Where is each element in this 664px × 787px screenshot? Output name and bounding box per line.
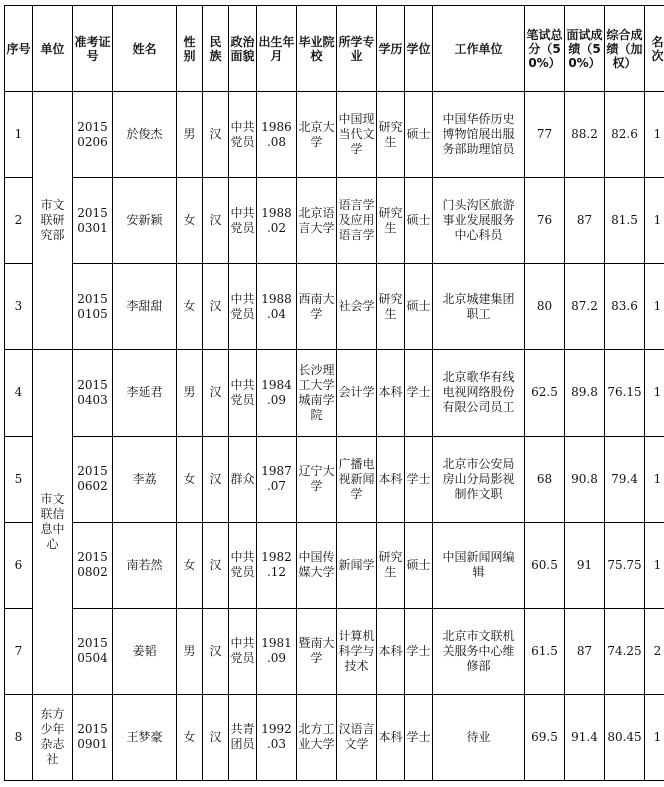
- cell-name: 姜韬: [113, 608, 177, 694]
- cell-education: 本科: [377, 436, 405, 522]
- table-row: [5, 522, 664, 608]
- cell-ethnicity: 汉: [203, 522, 229, 608]
- cell-birth: 1988 .04: [257, 264, 297, 350]
- cell-total: 82.6: [605, 92, 645, 178]
- cell-major: 广播电视新闻学: [337, 436, 377, 522]
- header-written: 笔试总分（50%）: [525, 6, 565, 92]
- header-seq: 序号: [5, 6, 33, 92]
- cell-political: 中共党员: [229, 608, 257, 694]
- cell-ethnicity: 汉: [203, 436, 229, 522]
- cell-ethnicity: 汉: [203, 694, 229, 780]
- cell-exam-id: 2015 0206: [73, 92, 113, 178]
- cell-exam-id: 2015 0403: [73, 350, 113, 436]
- cell-name: 李甜甜: [113, 264, 177, 350]
- cell-seq: 7: [5, 608, 33, 694]
- cell-gender: 女: [177, 178, 203, 264]
- cell-name: 李延君: [113, 350, 177, 436]
- header-workplace: 工作单位: [433, 6, 525, 92]
- cell-ethnicity: 汉: [203, 92, 229, 178]
- cell-workplace: 中国华侨历史博物馆展出服务部助理馆员: [433, 92, 525, 178]
- cell-ethnicity: 汉: [203, 350, 229, 436]
- cell-degree: 硕士: [405, 264, 433, 350]
- cell-unit-magazine: 东方少年杂志社: [33, 694, 73, 780]
- cell-political: 中共党员: [229, 264, 257, 350]
- cell-political: 中共党员: [229, 522, 257, 608]
- cell-ethnicity: 汉: [203, 264, 229, 350]
- cell-seq: 4: [5, 350, 33, 436]
- cell-total: 81.5: [605, 178, 645, 264]
- cell-political: 中共党员: [229, 350, 257, 436]
- cell-degree: 学士: [405, 350, 433, 436]
- cell-rank: 1: [645, 264, 664, 350]
- cell-gender: 男: [177, 350, 203, 436]
- cell-exam-id: 2015 0602: [73, 436, 113, 522]
- cell-school: 西南大学: [297, 264, 337, 350]
- cell-interview: 90.8: [565, 436, 605, 522]
- cell-rank: 1: [645, 694, 664, 780]
- cell-written: 60.5: [525, 522, 565, 608]
- cell-interview: 91.4: [565, 694, 605, 780]
- cell-exam-id: 2015 0301: [73, 178, 113, 264]
- cell-school: 中国传媒大学: [297, 522, 337, 608]
- cell-exam-id: 2015 0802: [73, 522, 113, 608]
- cell-exam-id: 2015 0901: [73, 694, 113, 780]
- cell-education: 研究生: [377, 178, 405, 264]
- cell-total: 83.6: [605, 264, 645, 350]
- cell-birth: 1987 .07: [257, 436, 297, 522]
- table-row: [5, 264, 664, 350]
- cell-education: 本科: [377, 350, 405, 436]
- cell-major: 汉语言文学: [337, 694, 377, 780]
- cell-unit-info-center: 市文联信息中心: [33, 350, 73, 695]
- cell-degree: 学士: [405, 694, 433, 780]
- cell-rank: 1: [645, 178, 664, 264]
- cell-political: 群众: [229, 436, 257, 522]
- cell-total: 74.25: [605, 608, 645, 694]
- cell-workplace: 北京市文联机关服务中心维修部: [433, 608, 525, 694]
- cell-education: 研究生: [377, 92, 405, 178]
- cell-gender: 女: [177, 694, 203, 780]
- cell-education: 本科: [377, 608, 405, 694]
- cell-education: 研究生: [377, 522, 405, 608]
- cell-rank: 1: [645, 350, 664, 436]
- cell-school: 北京大学: [297, 92, 337, 178]
- header-degree: 学位: [405, 6, 433, 92]
- cell-ethnicity: 汉: [203, 178, 229, 264]
- cell-interview: 88.2: [565, 92, 605, 178]
- header-education: 学历: [377, 6, 405, 92]
- cell-name: 王梦豪: [113, 694, 177, 780]
- cell-seq: 1: [5, 92, 33, 178]
- cell-degree: 硕士: [405, 522, 433, 608]
- cell-degree: 硕士: [405, 92, 433, 178]
- cell-degree: 学士: [405, 608, 433, 694]
- cell-name: 南若然: [113, 522, 177, 608]
- cell-major: 中国现当代文学: [337, 92, 377, 178]
- cell-major: 社会学: [337, 264, 377, 350]
- header-school: 毕业院校: [297, 6, 337, 92]
- cell-rank: 1: [645, 92, 664, 178]
- header-birth: 出生年月: [257, 6, 297, 92]
- cell-seq: 2: [5, 178, 33, 264]
- table-row: [5, 92, 664, 178]
- cell-gender: 男: [177, 608, 203, 694]
- cell-total: 75.75: [605, 522, 645, 608]
- cell-total: 80.45: [605, 694, 645, 780]
- cell-political: 中共党员: [229, 92, 257, 178]
- header-major: 所学专业: [337, 6, 377, 92]
- cell-name: 安新颖: [113, 178, 177, 264]
- cell-workplace: 中国新闻网编辑: [433, 522, 525, 608]
- cell-interview: 87: [565, 178, 605, 264]
- cell-seq: 8: [5, 694, 33, 780]
- cell-school: 北京语言大学: [297, 178, 337, 264]
- cell-ethnicity: 汉: [203, 608, 229, 694]
- header-interview: 面试成绩（50%）: [565, 6, 605, 92]
- candidate-results-table: [4, 5, 664, 781]
- cell-written: 80: [525, 264, 565, 350]
- cell-major: 会计学: [337, 350, 377, 436]
- cell-birth: 1982 .12: [257, 522, 297, 608]
- table-row: [5, 178, 664, 264]
- cell-gender: 女: [177, 436, 203, 522]
- cell-workplace: 北京市公安局房山分局影视制作文职: [433, 436, 525, 522]
- cell-total: 76.15: [605, 350, 645, 436]
- header-unit: 单位: [33, 6, 73, 92]
- cell-school: 暨南大学: [297, 608, 337, 694]
- cell-birth: 1981 .09: [257, 608, 297, 694]
- cell-interview: 87.2: [565, 264, 605, 350]
- cell-seq: 5: [5, 436, 33, 522]
- header-total: 综合成绩（加权）: [605, 6, 645, 92]
- cell-unit-research: 市文联研究部: [33, 92, 73, 350]
- header-row: [5, 6, 664, 92]
- cell-gender: 男: [177, 92, 203, 178]
- cell-workplace: 北京城建集团职工: [433, 264, 525, 350]
- cell-birth: 1986 .08: [257, 92, 297, 178]
- cell-major: 语言学及应用语言学: [337, 178, 377, 264]
- cell-interview: 91: [565, 522, 605, 608]
- cell-workplace: 待业: [433, 694, 525, 780]
- cell-degree: 硕士: [405, 178, 433, 264]
- cell-birth: 1988 .02: [257, 178, 297, 264]
- header-ethnicity: 民族: [203, 6, 229, 92]
- cell-interview: 89.8: [565, 350, 605, 436]
- header-gender: 性别: [177, 6, 203, 92]
- cell-major: 计算机科学与技术: [337, 608, 377, 694]
- cell-exam-id: 2015 0105: [73, 264, 113, 350]
- table-row: [5, 608, 664, 694]
- cell-degree: 学士: [405, 436, 433, 522]
- table-row: [5, 436, 664, 522]
- cell-exam-id: 2015 0504: [73, 608, 113, 694]
- header-political: 政治面貌: [229, 6, 257, 92]
- cell-name: 李荔: [113, 436, 177, 522]
- cell-school: 北方工业大学: [297, 694, 337, 780]
- cell-school: 长沙理工大学城南学院: [297, 350, 337, 436]
- table-row: [5, 350, 664, 436]
- cell-education: 研究生: [377, 264, 405, 350]
- cell-workplace: 门头沟区旅游事业发展服务中心科员: [433, 178, 525, 264]
- cell-interview: 87: [565, 608, 605, 694]
- header-exam-id: 准考证号: [73, 6, 113, 92]
- cell-written: 62.5: [525, 350, 565, 436]
- cell-rank: 1: [645, 436, 664, 522]
- cell-major: 新闻学: [337, 522, 377, 608]
- cell-gender: 女: [177, 522, 203, 608]
- cell-seq: 6: [5, 522, 33, 608]
- cell-total: 79.4: [605, 436, 645, 522]
- cell-political: 共青团员: [229, 694, 257, 780]
- cell-birth: 1984 .09: [257, 350, 297, 436]
- cell-school: 辽宁大学: [297, 436, 337, 522]
- cell-written: 77: [525, 92, 565, 178]
- cell-rank: 1: [645, 522, 664, 608]
- cell-workplace: 北京歌华有线电视网络股份有限公司员工: [433, 350, 525, 436]
- table-row: [5, 694, 664, 780]
- cell-written: 69.5: [525, 694, 565, 780]
- cell-written: 68: [525, 436, 565, 522]
- cell-rank: 2: [645, 608, 664, 694]
- cell-birth: 1992 .03: [257, 694, 297, 780]
- cell-political: 中共党员: [229, 178, 257, 264]
- header-rank: 名次: [645, 6, 664, 92]
- cell-education: 本科: [377, 694, 405, 780]
- header-name: 姓名: [113, 6, 177, 92]
- cell-written: 76: [525, 178, 565, 264]
- cell-gender: 女: [177, 264, 203, 350]
- cell-seq: 3: [5, 264, 33, 350]
- cell-name: 於俊杰: [113, 92, 177, 178]
- cell-written: 61.5: [525, 608, 565, 694]
